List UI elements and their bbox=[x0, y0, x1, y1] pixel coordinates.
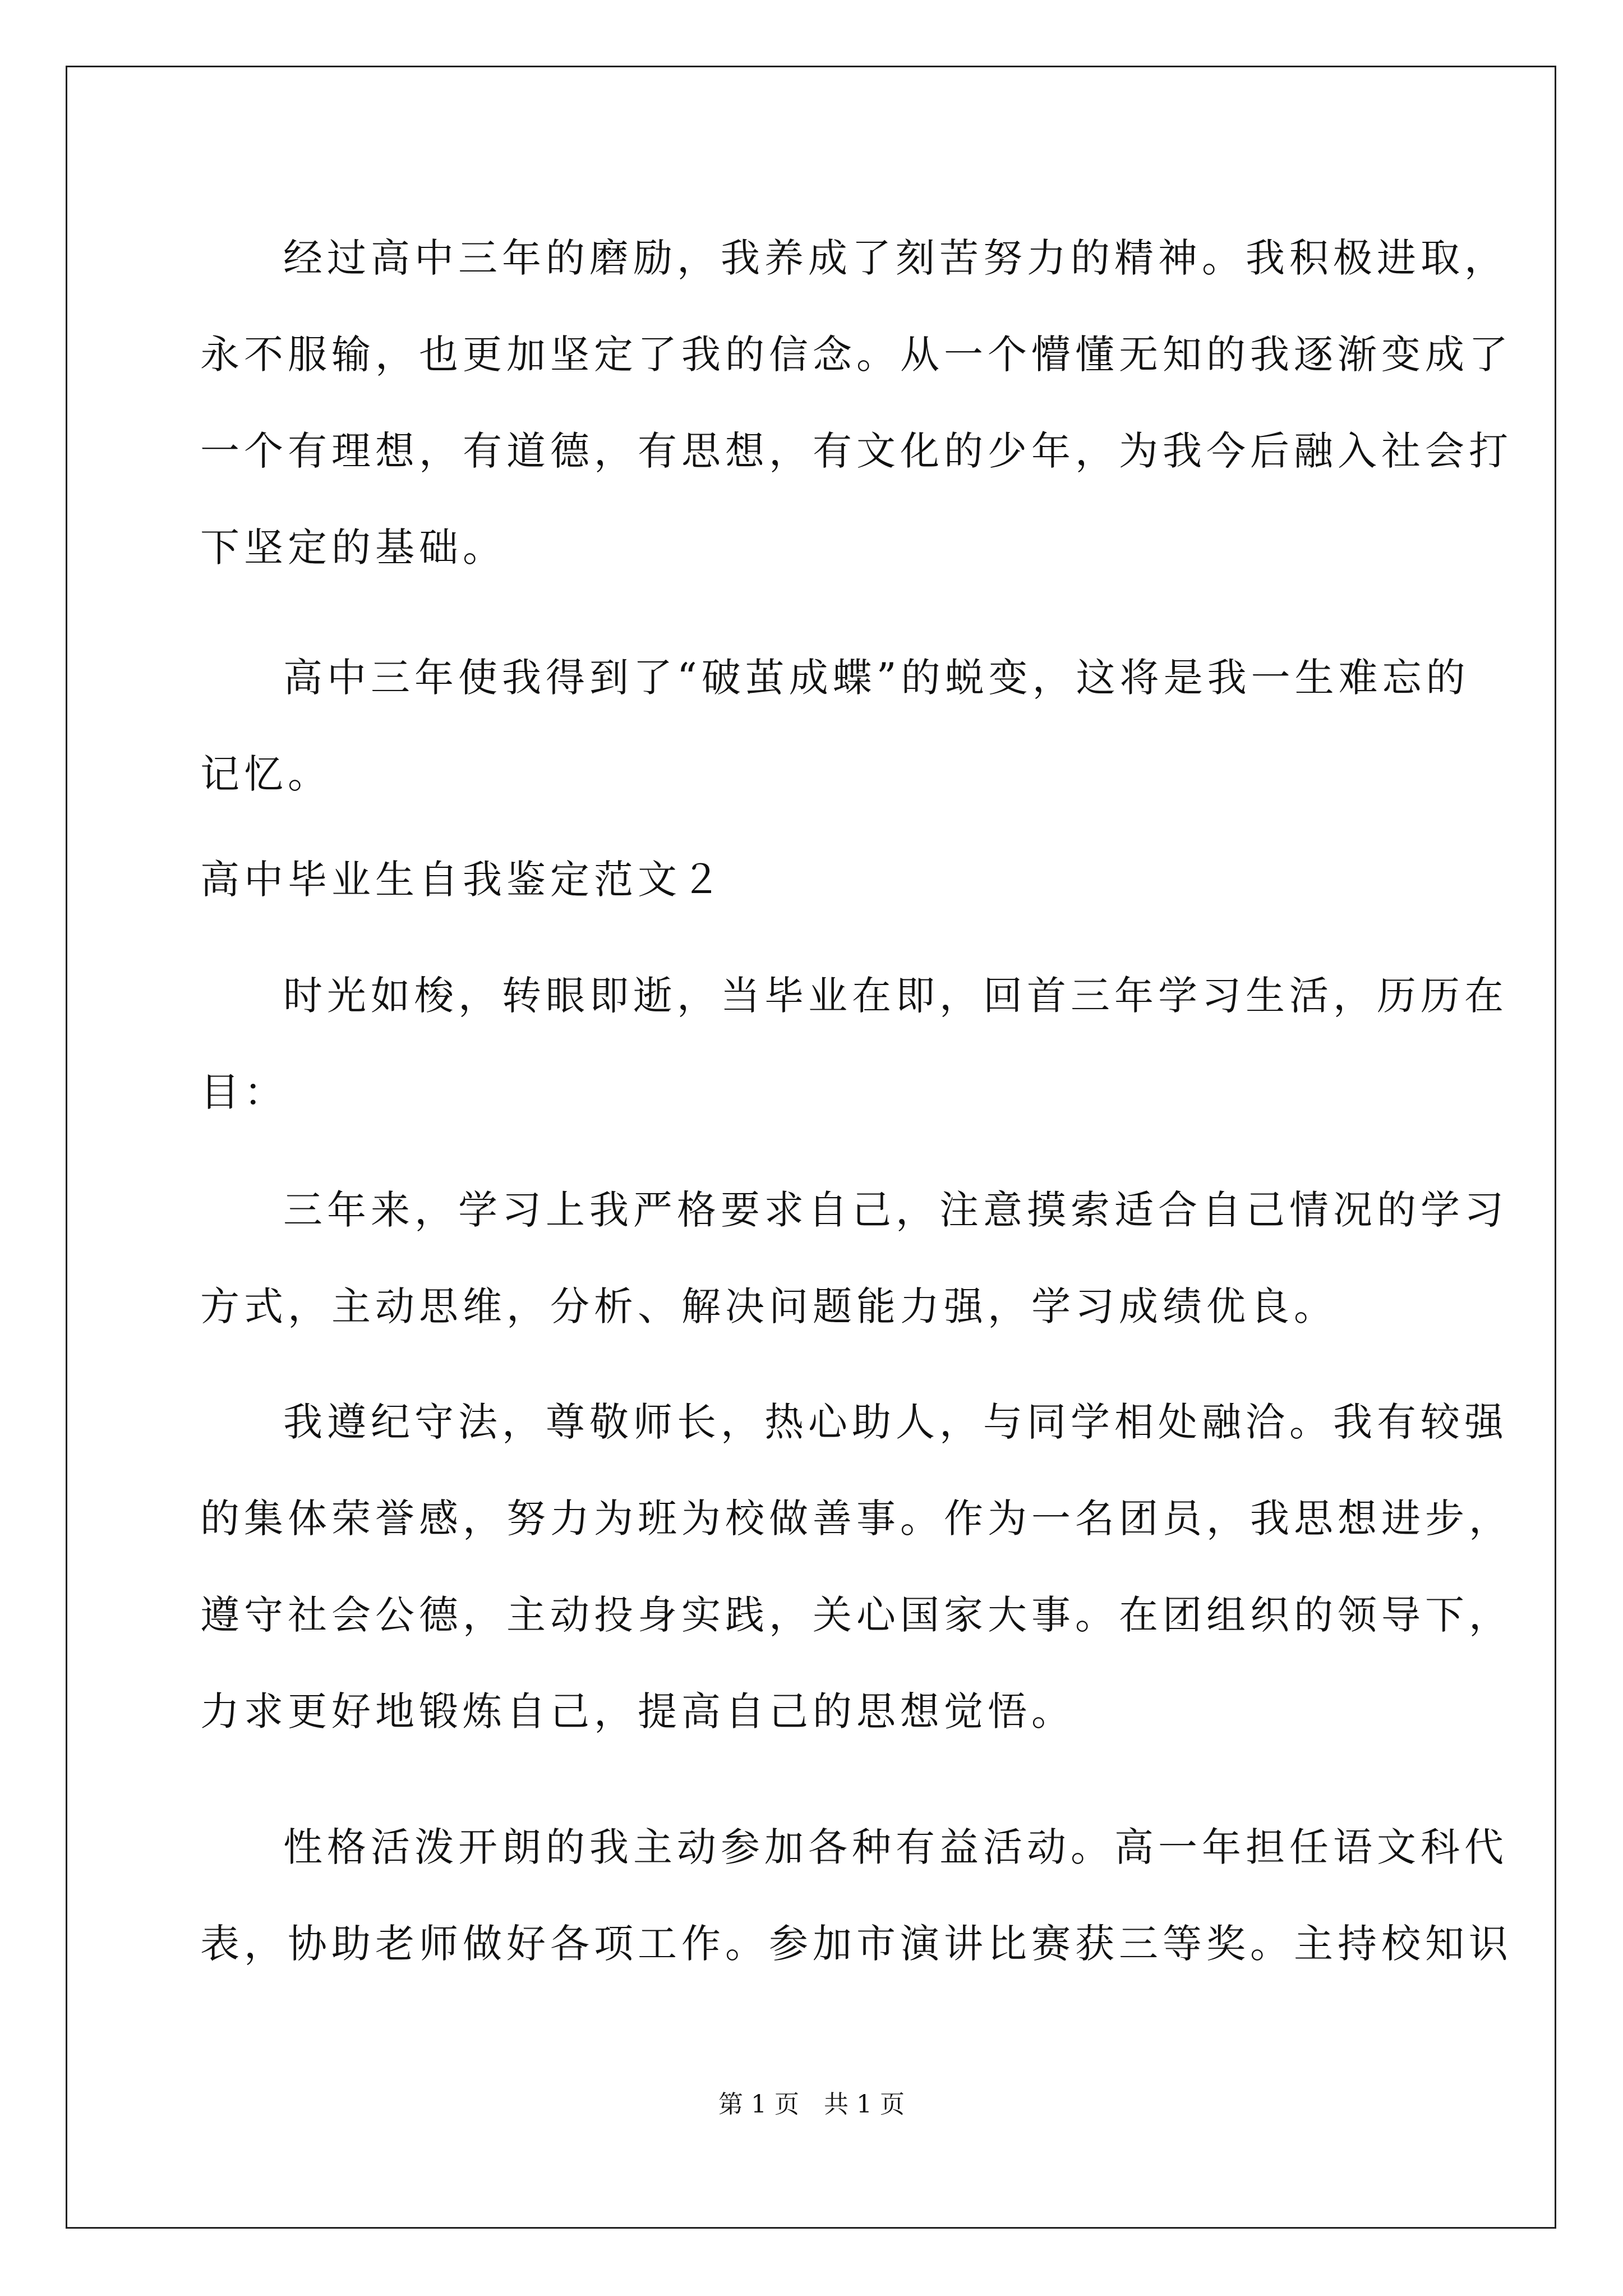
body-text-line: 力求更好地锻炼自己，提高自己的思想觉悟。 bbox=[200, 1688, 1075, 1734]
body-text-line: 时光如梭，转眼即逝，当毕业在即，回首三年学习生活，历历在 bbox=[283, 973, 1508, 1019]
body-text-line: 经过高中三年的磨励，我养成了刻苦努力的精神。我积极进取， bbox=[283, 235, 1508, 281]
body-text-line: 方式，主动思维，分析、解决问题能力强，学习成绩优良。 bbox=[200, 1283, 1338, 1329]
body-text-line: 遵守社会公德，主动投身实践，关心国家大事。在团组织的领导下， bbox=[200, 1592, 1513, 1638]
body-text-line: 三年来，学习上我严格要求自己，注意摸索适合自己情况的学习 bbox=[283, 1187, 1508, 1233]
body-text-line: 目： bbox=[200, 1069, 288, 1115]
page-border bbox=[66, 66, 1556, 2229]
body-text-line: 的集体荣誉感，努力为班为校做善事。作为一名团员，我思想进步， bbox=[200, 1496, 1513, 1542]
body-text-line: 高中三年使我得到了“破茧成蝶”的蜕变，这将是我一生难忘的 bbox=[283, 655, 1470, 701]
page-footer: 第 1 页 共 1 页 bbox=[718, 2090, 905, 2119]
body-text-line: 表，协助老师做好各项工作。参加市演讲比赛获三等奖。主持校知识 bbox=[200, 1921, 1513, 1967]
body-text-line: 记忆。 bbox=[200, 751, 331, 797]
section-heading: 高中毕业生自我鉴定范文２ bbox=[200, 857, 725, 903]
body-text-line: 下坚定的基础。 bbox=[200, 524, 506, 570]
body-text-line: 我遵纪守法，尊敬师长，热心助人，与同学相处融洽。我有较强 bbox=[283, 1399, 1508, 1445]
body-text-line: 一个有理想，有道德，有思想，有文化的少年，为我今后融入社会打 bbox=[200, 428, 1513, 474]
body-text-line: 性格活泼开朗的我主动参加各种有益活动。高一年担任语文科代 bbox=[283, 1824, 1508, 1870]
body-text-line: 永不服输，也更加坚定了我的信念。从一个懵懂无知的我逐渐变成了 bbox=[200, 332, 1513, 378]
